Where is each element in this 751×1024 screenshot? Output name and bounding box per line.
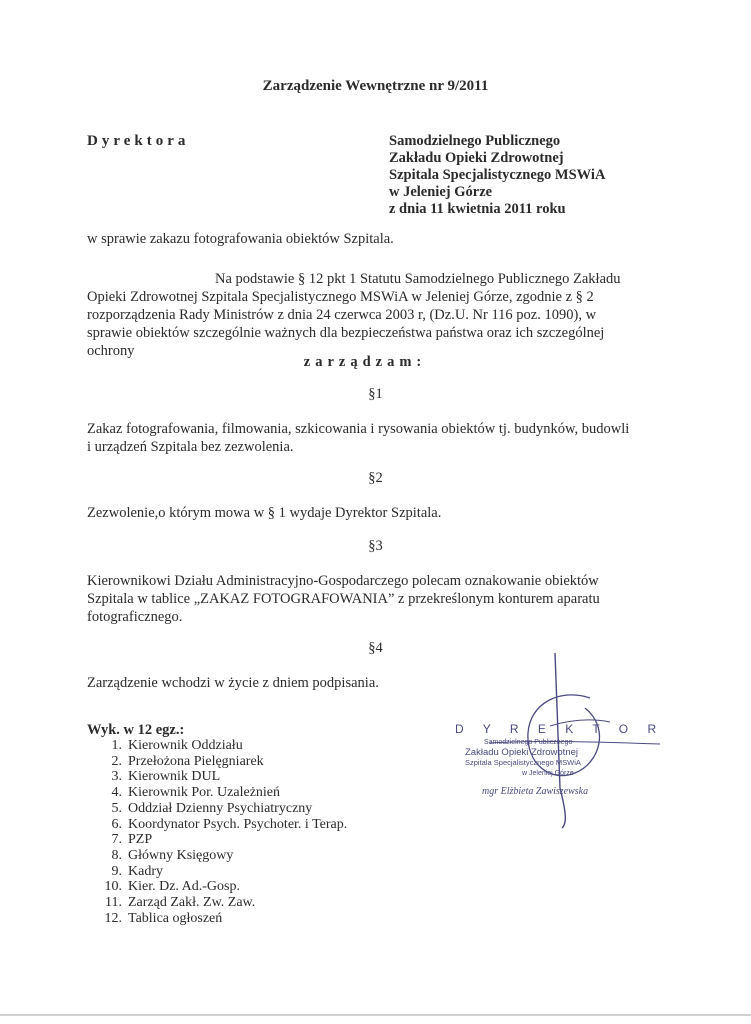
stamp-line: Zakładu Opieki Zdrowotnej (465, 747, 578, 758)
section-line: i urządzeń Szpitala bez zezwolenia. (87, 439, 294, 455)
list-item: 9. Kadry (111, 863, 163, 879)
signatory-name: mgr Elżbieta Zawiszewska (482, 786, 589, 797)
decree-word: zarządzam: (303, 354, 427, 370)
preamble-line: Na podstawie § 12 pkt 1 Statutu Samodzielnego Publicznego Zakładu (215, 271, 621, 287)
section-3-text (87, 572, 641, 626)
list-item: 6. Koordynator Psych. Psychoter. i Terap. (111, 816, 348, 832)
list-item: 3. Kierownik DUL (111, 769, 221, 785)
list-item: 1. Kierownik Oddziału (111, 738, 243, 753)
institution-line: Szpitala Specjalistycznego MSWiA (389, 167, 606, 183)
issuer-label: Dyrektora (87, 133, 190, 149)
preamble-line: sprawie obiektów szczególnie ważnych dla bezpieczeństwa państwa oraz ich szczególnej (87, 325, 605, 341)
list-item: 12. Tablica ogłoszeń (104, 910, 223, 926)
section-line: Kierownikowi Działu Administracyjno-Gospodarczego polecam oznakowanie obiektów (87, 573, 599, 589)
section-line: Zarządzenie wchodzi w życie z dniem podpisania. (87, 675, 379, 691)
institution-line: Zakładu Opieki Zdrowotnej (389, 150, 564, 166)
distribution-list (100, 738, 347, 926)
section-1-heading: §1 (368, 386, 383, 402)
date-line: z dnia 11 kwietnia 2011 roku (389, 201, 566, 217)
subject-line: w sprawie zakazu fotografowania obiektów Szpitala. (87, 231, 394, 247)
section-line: Zezwolenie,o którym mowa w § 1 wydaje Dyrektor Szpitala. (87, 505, 442, 521)
section-3-heading: §3 (368, 538, 383, 554)
institution-line: Samodzielnego Publicznego (389, 133, 561, 149)
list-item: 5. Oddział Dzienny Psychiatryczny (111, 800, 313, 816)
list-item: 2. Przełożona Pielęgniarek (111, 753, 264, 769)
section-2-heading: §2 (368, 470, 383, 486)
section-line: fotograficznego. (87, 609, 183, 625)
stamp-line: Samodzielnego Publicznego (484, 739, 573, 746)
director-stamp (450, 648, 670, 838)
list-item: 4. Kierownik Por. Uzależnień (111, 785, 281, 801)
section-2-text (87, 504, 641, 522)
section-4-heading: §4 (368, 640, 383, 656)
preamble-paragraph (87, 270, 641, 360)
section-line: Szpitala w tablice „ZAKAZ FOTOGRAFOWANIA” z przekreślonym konturem aparatu (87, 591, 600, 607)
institution-block (389, 133, 605, 218)
page-bottom-edge (0, 1014, 751, 1016)
list-item: 8. Główny Księgowy (111, 847, 234, 863)
document-title: Zarządzenie Wewnętrzne nr 9/2011 (262, 78, 489, 94)
preamble-line: ochrony (87, 343, 135, 359)
list-item: 11. Zarząd Zakł. Zw. Zaw. (105, 895, 256, 911)
preamble-line: rozporządzenia Rady Ministrów z dnia 24 czerwca 2003 r, (Dz.U. Nr 116 poz. 1090), w (87, 307, 597, 323)
distribution-title: Wyk. w 12 egz.: (87, 722, 185, 738)
stamp-line: w Jeleniej Górze (522, 770, 574, 777)
stamp-line: D Y R E K T O R (455, 722, 665, 736)
institution-line: w Jeleniej Górze (389, 184, 493, 200)
preamble-line: Opieki Zdrowotnej Szpitala Specjalistycznego MSWiA w Jeleniej Górze, zgodnie z § 2 (87, 289, 594, 305)
section-1-text (87, 420, 641, 456)
section-line: Zakaz fotografowania, filmowania, szkicowania i rysowania obiektów tj. budynków, budowli (87, 421, 630, 437)
list-item: 10. Kier. Dz. Ad.-Gosp. (104, 879, 240, 895)
stamp-line: Szpitala Specjalistycznego MSWiA (465, 758, 581, 767)
list-item: 7. PZP (111, 832, 153, 848)
